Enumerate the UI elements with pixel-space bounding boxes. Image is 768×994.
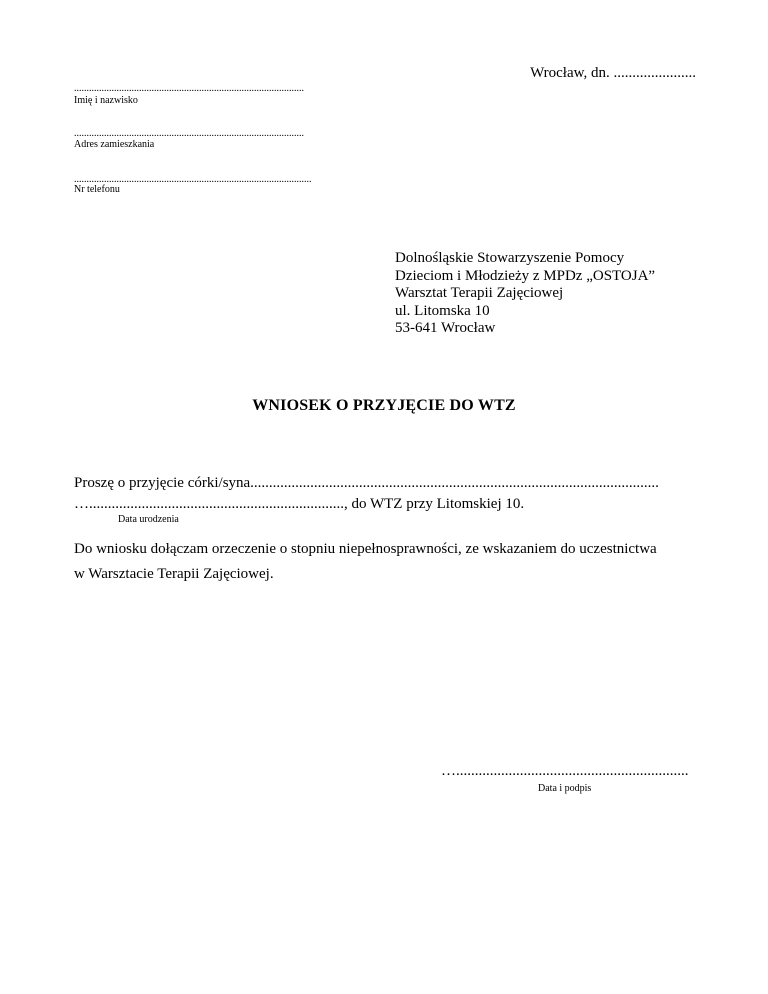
request-line-child: Proszę o przyjęcie córki/syna.............................................................................................................: [74, 475, 659, 491]
phone-dotted-line: ...............................................................................................: [74, 174, 312, 185]
request-line-birthdate: …...................................................................., do WTZ przy Litomskiej 10.: [74, 496, 525, 512]
address-label: Adres zamieszkania: [74, 139, 155, 150]
signature-label: Data i podpis: [538, 783, 592, 794]
recipient-line: Warsztat Terapii Zajęciowej: [395, 285, 564, 301]
document-title: WNIOSEK O PRZYJĘCIE DO WTZ: [252, 397, 516, 414]
recipient-line: ul. Litomska 10: [395, 302, 490, 319]
recipient-address-block: [395, 250, 655, 338]
recipient-line: Dolnośląskie Stowarzyszenie Pomocy: [395, 250, 625, 266]
attachment-line-1: Do wniosku dołączam orzeczenie o stopniu niepełnosprawności, ze wskazaniem do uczestnictwa: [74, 541, 657, 557]
recipient-line: 53-641 Wrocław: [395, 320, 496, 336]
recipient-line: Dzieciom i Młodzieży z MPDz „OSTOJA”: [395, 267, 656, 284]
address-dotted-line: ............................................................................................: [74, 128, 304, 139]
name-dotted-line: ............................................................................................: [74, 83, 304, 94]
birth-date-label: Data urodzenia: [118, 514, 179, 525]
place-date-line: Wrocław, dn. ......................: [530, 65, 696, 81]
signature-dotted-line: …..............................................................: [441, 763, 689, 779]
attachment-line-2: w Warsztacie Terapii Zajęciowej.: [74, 566, 274, 582]
phone-label: Nr telefonu: [74, 184, 120, 195]
name-label: Imię i nazwisko: [74, 95, 138, 106]
